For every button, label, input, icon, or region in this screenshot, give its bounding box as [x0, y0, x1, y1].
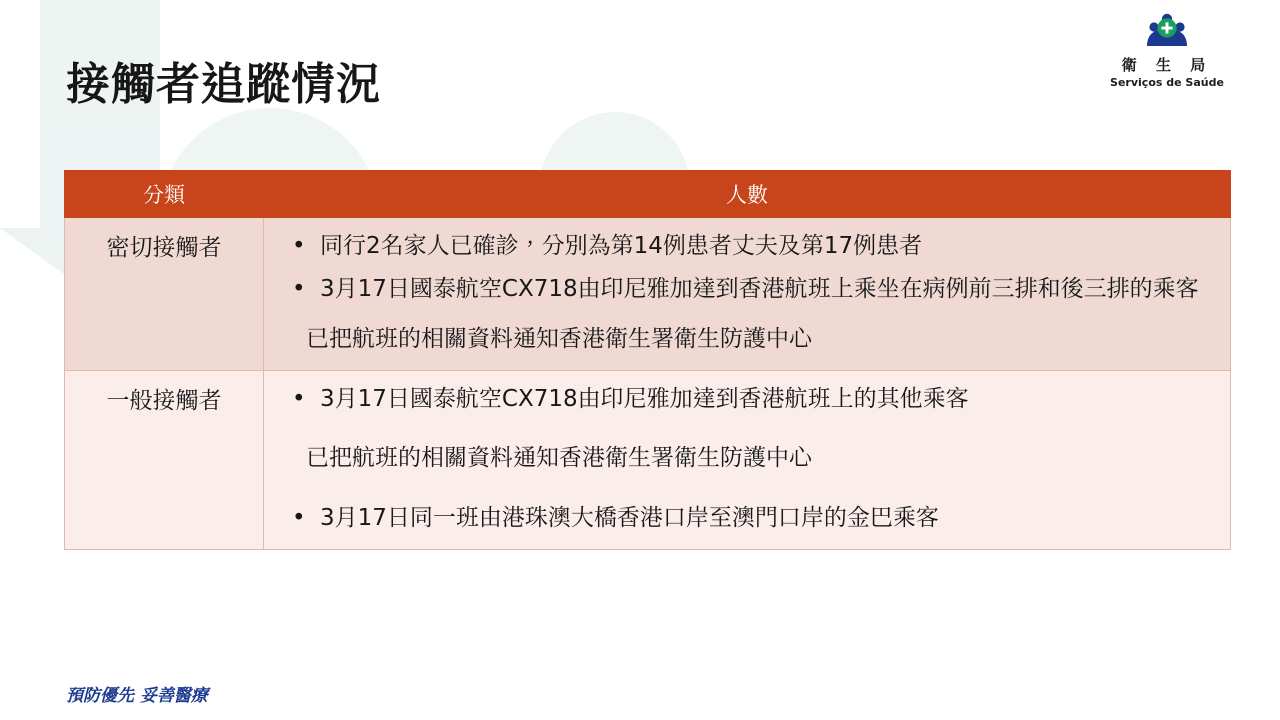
row-category-close-contacts: 密切接觸者: [65, 218, 264, 371]
row-category-general-contacts: 一般接觸者: [65, 371, 264, 550]
bullet-list: [274, 230, 1220, 307]
organization-logo: [1082, 8, 1252, 89]
logo-name-cn: 衛 生 局: [1121, 56, 1213, 74]
row-note: 已把航班的相關資料通知香港衛生署衛生防護中心: [306, 325, 812, 352]
logo-name-pt: Serviços de Saúde: [1110, 76, 1224, 89]
bullet-glyph: •: [292, 386, 306, 413]
contact-tracing-table: [64, 170, 1231, 550]
bullet-glyph: •: [292, 504, 306, 531]
health-bureau-emblem-icon: [1082, 8, 1252, 52]
bullet-list-before-note: [274, 383, 1220, 416]
column-header-category: 分類: [65, 171, 264, 218]
list-item: [274, 383, 1220, 416]
bullet-glyph: •: [292, 276, 306, 303]
list-item-text: 3月17日國泰航空CX718由印尼雅加達到香港航班上乘坐在病例前三排和後三排的乘客: [320, 276, 1199, 303]
column-header-count: 人數: [264, 171, 1231, 218]
list-item: [274, 273, 1220, 306]
list-item-text: 3月17日國泰航空CX718由印尼雅加達到香港航班上的其他乘客: [320, 386, 969, 413]
list-item-text: 同行2名家人已確診，分別為第14例患者丈夫及第17例患者: [320, 233, 923, 259]
list-item-text: 3月17日同一班由港珠澳大橋香港口岸至澳門口岸的金巴乘客: [320, 504, 939, 531]
list-item: [274, 230, 1220, 263]
row-content-close-contacts: [264, 218, 1231, 371]
list-item: [274, 502, 1220, 535]
row-content-general-contacts: [264, 371, 1231, 550]
table-header-row: [65, 171, 1231, 218]
contact-tracing-table-wrapper: [64, 170, 1230, 550]
row-note: 已把航班的相關資料通知香港衛生署衛生防護中心: [306, 445, 812, 472]
bullet-list-after-note: [274, 502, 1220, 535]
page-title: 接觸者追蹤情況: [66, 59, 381, 110]
logo-mark: [1082, 8, 1252, 52]
bullet-glyph: •: [292, 233, 306, 259]
table-row: [65, 218, 1231, 371]
slide-footer-slogan: 預防優先 妥善醫療: [66, 686, 208, 706]
table-row: [65, 371, 1231, 550]
